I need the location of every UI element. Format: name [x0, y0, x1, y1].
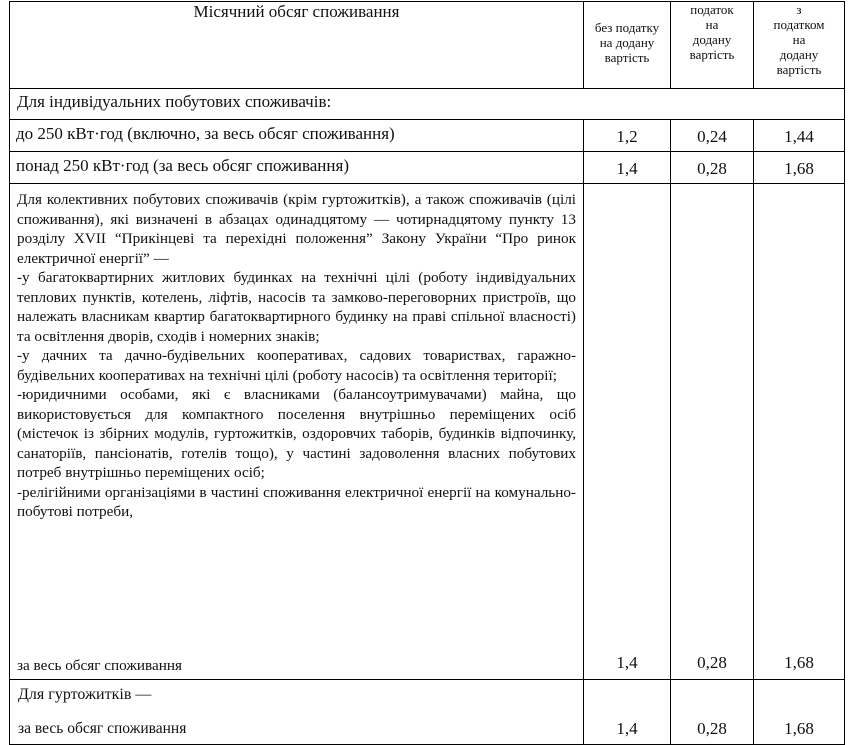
value-with-vat: 1,68: [754, 152, 845, 184]
value-with-vat: 1,44: [754, 120, 845, 152]
table-row: [10, 152, 845, 184]
collective-paragraph: -юридичними особами, які є власниками (балансоутримувачами) майна, що використовується для компактного поселення внутрішньо переміщених осіб (містечок із збірних модулів, гуртожитків, оздоровчих таборів, будинків відпочинку, санаторіїв, пансіонатів, готелів тощо), у частині задоволення власних побутових потреб внутрішньо переміщених осіб;: [17, 386, 576, 481]
header-monthly-volume: Місячний обсяг споживання: [10, 2, 584, 89]
dormitories-label: [10, 680, 584, 745]
dormitories-title: Для гуртожитків —: [18, 686, 152, 703]
header-vat: податок на додану вартість: [671, 2, 754, 89]
value-without-vat: 1,4: [584, 152, 671, 184]
collective-consumers-description: [10, 184, 584, 680]
tariff-table: [9, 1, 845, 745]
value-without-vat: 1,4: [584, 184, 671, 680]
value-with-vat: 1,68: [754, 184, 845, 680]
header-row: [10, 2, 845, 89]
value-vat: 0,28: [671, 152, 754, 184]
section-row-individual: [10, 89, 845, 120]
table-row: [10, 120, 845, 152]
header-without-vat: без податку на додану вартість: [584, 2, 671, 89]
row-label: до 250 кВт·год (включно, за весь обсяг споживання): [10, 120, 584, 152]
header-with-vat: з податком на додану вартість: [754, 2, 845, 89]
table-row-collective: [10, 184, 845, 680]
dormitories-total-label: за весь обсяг споживання: [18, 720, 187, 737]
value-vat: 0,28: [671, 184, 754, 680]
value-without-vat: 1,4: [584, 680, 671, 745]
value-without-vat: 1,2: [584, 120, 671, 152]
collective-total-label: за весь обсяг споживання: [17, 656, 182, 674]
collective-paragraph: -релігійними організаціями в частині споживання електричної енергії на комунально-побутові потреби,: [17, 483, 576, 520]
collective-paragraph: -у багатоквартирних житлових будинках на технічні цілі (роботу індивідуальних теплових пунктів, котелень, ліфтів, насосів та замково-переговорних пристроїв, що належать власникам квартир багатоквартирного будинку на праві спільної власності) та освітлення дворів, сходів і номерних знаків;: [17, 269, 576, 345]
row-label: понад 250 кВт·год (за весь обсяг споживання): [10, 152, 584, 184]
table-row-dormitories: [10, 680, 845, 745]
value-vat: 0,24: [671, 120, 754, 152]
collective-paragraph: Для колективних побутових споживачів (крім гуртожитків), а також споживачів (цілі споживання), які визначені в абзацах одинадцятому — чотирнадцятому пункту 13 розділу XVII “Прикінцеві та перехідні положення” Закону України “Про ринок електричної енергії” —: [17, 191, 576, 267]
collective-paragraph: -у дачних та дачно-будівельних кооперативах, садових товариствах, гаражно-будівельних кооперативах на технічні цілі (роботу насосів) та освітлення території;: [17, 347, 576, 384]
section-label-individual: Для індивідуальних побутових споживачів:: [10, 89, 845, 120]
value-with-vat: 1,68: [754, 680, 845, 745]
value-vat: 0,28: [671, 680, 754, 745]
